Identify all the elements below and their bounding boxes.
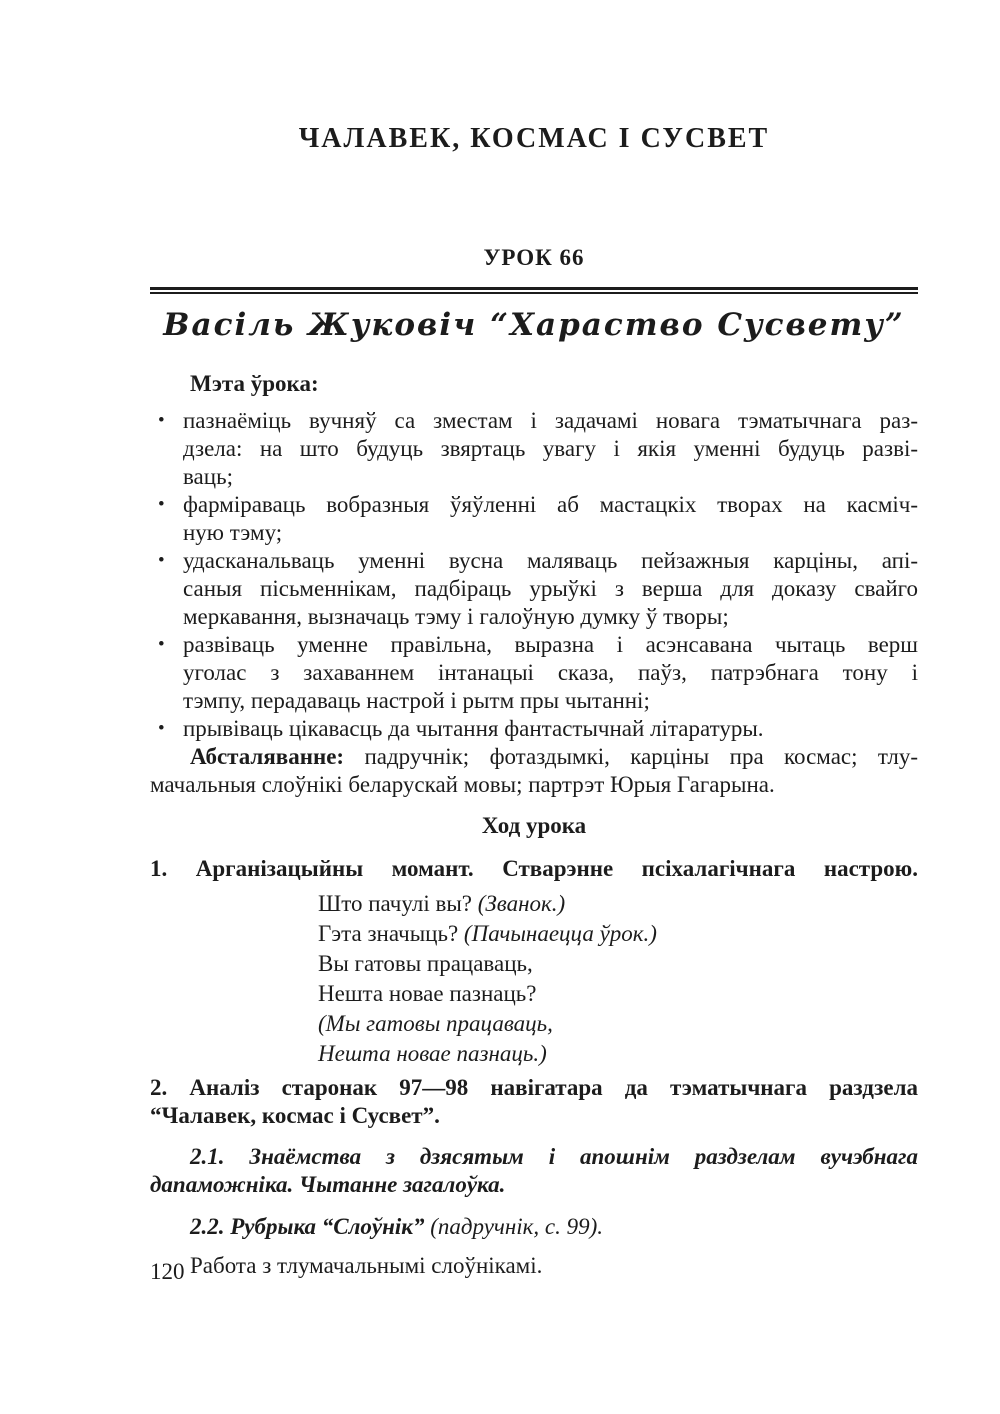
goal-list-item [150,407,918,491]
equipment-label: Абсталяванне: [190,744,345,769]
text-line: удасканальваць уменні вусна маляваць пейзажныя карціны, апі- [183,548,918,573]
bullet-icon: • [158,550,165,571]
text-line: 2.1. Знаёмства з дзясятым і апошнім раздзелам вучэбнага [190,1144,918,1169]
equipment-text: падручнік; фотаздымкі, карціны пра космас; тлу- [344,744,918,769]
text-line: дапаможніка. Чытанне загалоўка. [150,1172,506,1197]
poem-text: Што пачулі вы? [318,891,478,916]
poem-line [318,979,918,1009]
text-line: ваць; [183,464,233,489]
subsection-2-1-heading [150,1143,918,1199]
text-line: развіваць уменне правільна, выразна і асэнсавана чытаць верш [183,632,918,657]
text-column [150,0,918,1280]
course-of-lesson-heading: Ход урока [481,813,587,838]
poem-text-italic: (Званок.) [477,891,566,916]
text-line: саныя пісьменнікам, падбіраць урыўкі з верша для доказу свайго [183,576,918,601]
poem-line [318,889,918,919]
poem-text-italic: (Мы гатовы працаваць, [318,1011,553,1036]
text-line: дзела: на што будуць звяртаць увагу і якія уменні будуць разві- [183,436,918,461]
poem-line [318,949,918,979]
goal-list-item [150,547,918,631]
section-2-heading [150,1074,918,1130]
text-line: уголас з захаваннем інтанацыі сказа, паўз, патрэбнага тону і [183,660,918,685]
poem-block [318,889,918,1069]
text-line [150,743,918,771]
poem-text-italic: (Пачынаецца ўрок.) [463,921,657,946]
poem-line [318,919,918,949]
poem-line [318,1009,918,1039]
bullet-icon: • [158,718,165,739]
section-1-heading: 1. Арганізацыйны момант. Стварэнне псіхалагічнага настрою. [150,856,918,881]
goal-list-item [150,491,918,547]
lesson-number-heading: УРОК 66 [483,245,585,270]
text-line: 2. Аналіз старонак 97—98 навігатара да тэматычнага раздзела [150,1075,918,1100]
page-number: 120 [150,1259,185,1284]
equipment-paragraph [150,743,918,799]
goal-list-item [150,715,918,743]
text-line: пазнаёміць вучняў са зместам і задачамі новага тэматычнага раз- [183,408,918,433]
goal-list [150,407,918,743]
subsection-2-2-heading [150,1213,918,1241]
text-line: фарміраваць вобразныя ўяўленні аб мастацкіх творах на касміч- [183,492,918,517]
text-line: “Чалавек, космас і Сусвет”. [150,1103,440,1128]
poem-text: Нешта новае пазнаць? [318,981,537,1006]
bullet-icon: • [158,410,165,431]
bullet-icon: • [158,634,165,655]
text-line: тэмпу, перадаваць настрой і рытм пры чытанні; [183,688,650,713]
poem-text-italic: Нешта новае пазнаць.) [318,1041,547,1066]
goal-list-item [150,631,918,715]
poem-text: Вы гатовы працаваць, [318,951,533,976]
chapter-title: ЧАЛАВЕК, КОСМАС І СУСВЕТ [298,123,770,154]
text-line: прывіваць цікавасць да чытання фантастычнай літаратуры. [183,716,764,741]
text-line: ную тэму; [183,520,283,545]
text-line: мачальныя слоўнікі беларускай мовы; партрэт Юрыя Гагарына. [150,772,775,797]
double-rule-divider [150,287,918,294]
subsection-2-2-title: 2.2. Рубрыка “Слоўнік” [190,1214,431,1239]
bullet-icon: • [158,494,165,515]
lesson-goal-label: Мэта ўрока: [190,371,319,396]
poem-text: Гэта значыць? [318,921,464,946]
section-2-body-text: Работа з тлумачальнымі слоўнікамі. [190,1253,543,1278]
poem-line [318,1039,918,1069]
lesson-title-script: Васіль Жуковіч “Хараство Сусвету” [163,307,905,343]
text-line: меркавання, вызначаць тэму і галоўную думку ў творы; [183,604,729,629]
subsection-2-2-note: (падручнік, с. 99). [430,1214,604,1239]
